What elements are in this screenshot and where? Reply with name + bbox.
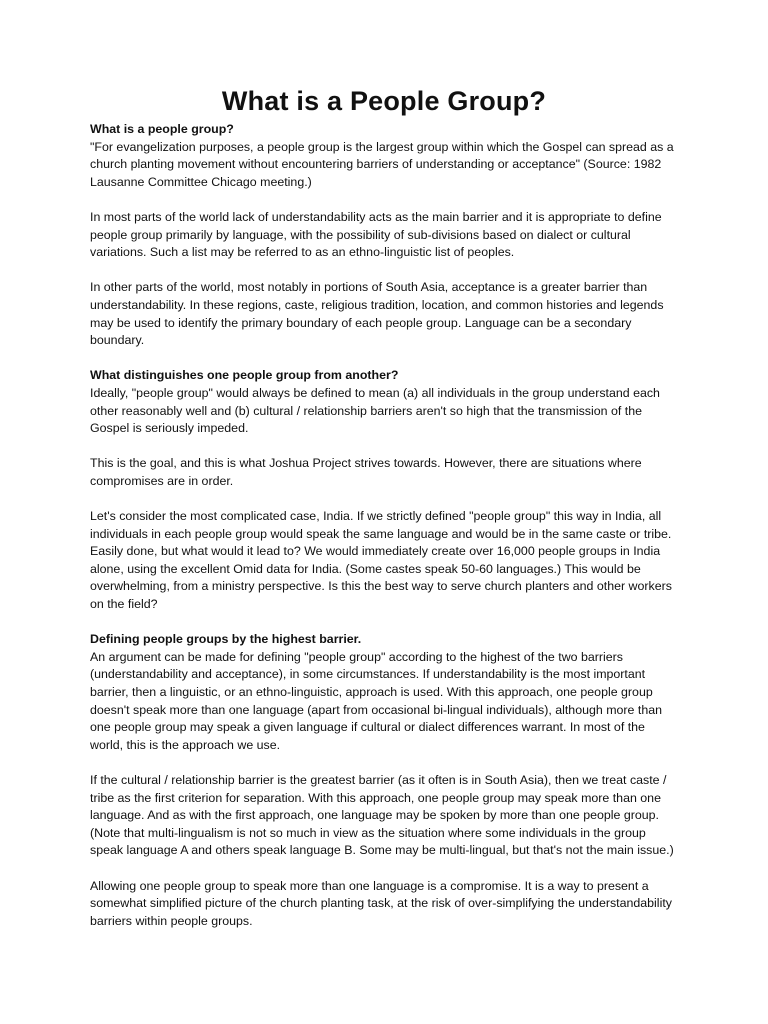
document-body (90, 121, 678, 948)
section-understandability (90, 209, 678, 262)
section-heading: What distinguishes one people group from another? (90, 368, 399, 383)
section-india-case (90, 508, 678, 614)
section-definition (90, 121, 678, 191)
section-cultural-barrier (90, 772, 678, 860)
section-text: An argument can be made for defining "people group" according to the highest of the two barriers (understandability and acceptance), in some circumstances. If understandability is the most important barrier, then a linguistic, or an ethno-linguistic, approach is used. With this approach, one people group doesn't speak more than one language (apart from occasional bi-lingual individuals), although more than one people group may speak a given language if cultural or dialect differences warrant. In most of the world, this is the approach we use. (90, 649, 662, 752)
section-text: "For evangelization purposes, a people group is the largest group within which the Gospel can spread as a church planting movement without encountering barriers of understanding or acceptance" (Source: 1982 Lausanne Committee Chicago meeting.) (90, 139, 674, 189)
section-text: In most parts of the world lack of understandability acts as the main barrier and it is appropriate to define people group primarily by language, with the possibility of sub-divisions based on dialect or cultural variations. Such a list may be referred to as an ethno-linguistic list of peoples. (90, 209, 662, 260)
section-text: Ideally, "people group" would always be defined to mean (a) all individuals in the group understand each other reasonably well and (b) cultural / relationship barriers aren't so high that the transmission of the Gospel is seriously impeded. (90, 385, 660, 436)
page-title: What is a People Group? (221, 86, 547, 117)
section-heading: What is a people group? (90, 122, 234, 136)
section-text: If the cultural / relationship barrier is the greatest barrier (as it often is in South Asia), then we treat caste / tribe as the first criterion for separation. With this approach, one people group may speak more than one language. And as with the first approach, one language may be spoken by more than one people group. (Note that multi-lingualism is not so much in view as the situation where some individuals in the group speak language A and others speak language B. Some may be multi-lingual, but that's not the main issue.) (90, 772, 674, 858)
section-acceptance (90, 279, 678, 349)
section-compromise (90, 878, 678, 931)
section-text: This is the goal, and this is what Joshua Project strives towards. However, there are situations where compromises are in order. (90, 456, 642, 488)
section-text: Allowing one people group to speak more than one language is a compromise. It is a way to present a somewhat simplified picture of the church planting task, at the risk of over-simplifying the understandability barriers within people groups. (90, 878, 672, 928)
section-heading: Defining people groups by the highest barrier. (90, 632, 362, 647)
section-goal (90, 455, 678, 490)
section-distinguishing (90, 367, 678, 437)
section-text: Let's consider the most complicated case, India. If we strictly defined "people group" this way in India, all individuals in each people group would speak the same language and would be in the same caste or tribe. Easily done, but what would it lead to? We would immediately create over 16,000 people groups in India alone, using the excellent Omid data for India. (Some castes speak 50-60 languages.) This would be overwhelming, from a ministry perspective. Is this the best way to serve church planters and other workers on the field? (90, 509, 672, 612)
section-highest-barrier (90, 631, 678, 754)
section-text: In other parts of the world, most notably in portions of South Asia, acceptance is a greater barrier than understandability. In these regions, caste, religious tradition, location, and common histories and legends may be used to identify the primary boundary of each people group. Language can be a secondary boundary. (90, 280, 664, 348)
